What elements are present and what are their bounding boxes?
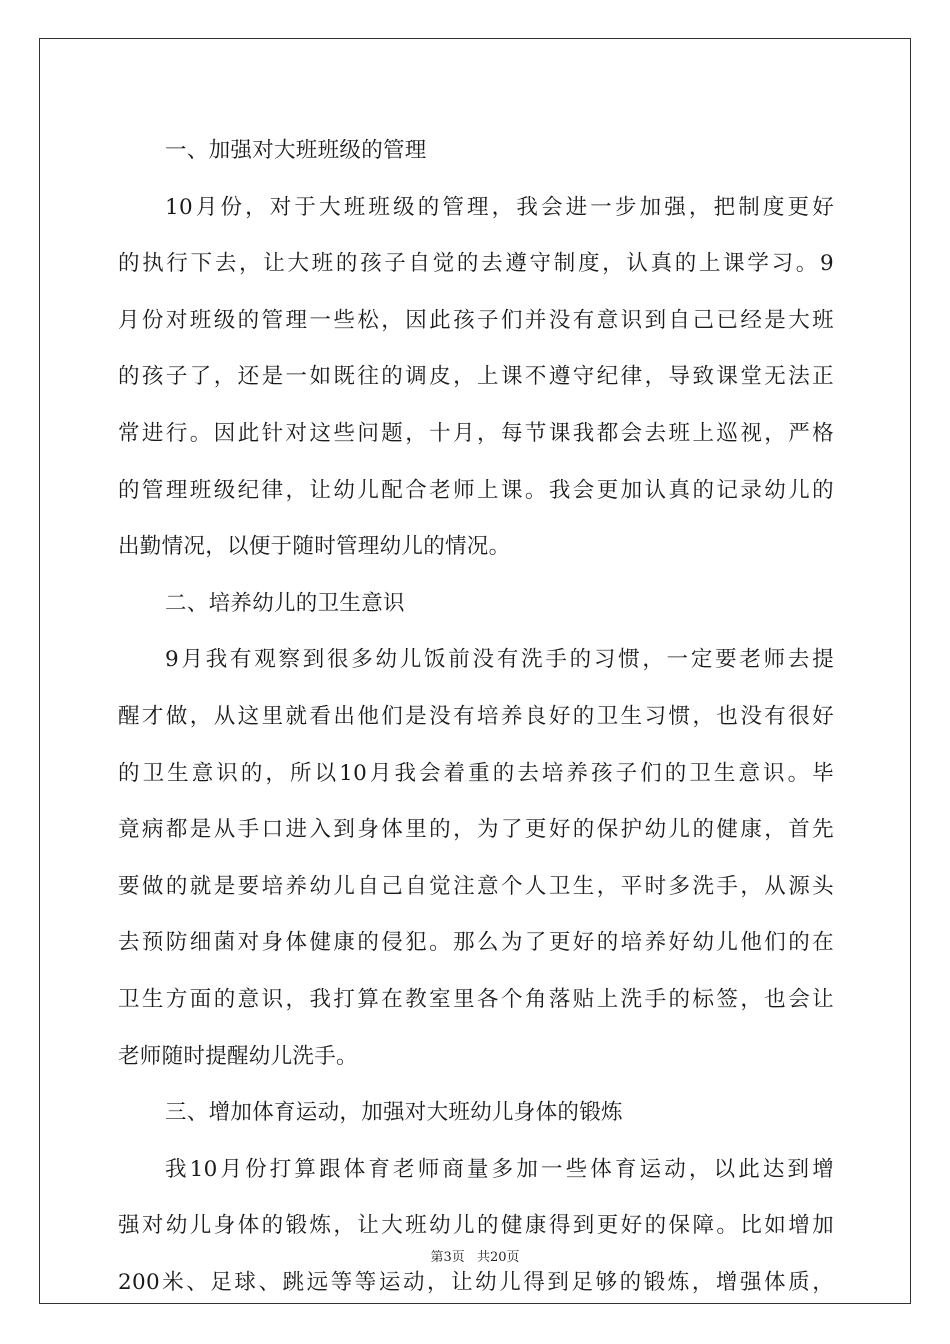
paragraph-line: 常进行。因此针对这些问题，十月，每节课我都会去班上巡视，严格	[118, 420, 834, 446]
paragraph-line: 的卫生意识的，所以10月我会着重的去培养孩子们的卫生意识。毕	[118, 760, 834, 786]
paragraph-line: 的管理班级纪律，让幼儿配合老师上课。我会更加认真的记录幼儿的	[118, 477, 834, 503]
paragraph-line: 9月我有观察到很多幼儿饭前没有洗手的习惯，一定要老师去提	[165, 647, 834, 673]
paragraph-line: 竟病都是从手口进入到身体里的，为了更好的保护幼儿的健康，首先	[118, 817, 834, 843]
paragraph-line: 醒才做，从这里就看出他们是没有培养良好的卫生习惯，也没有很好	[118, 703, 834, 729]
document-body	[118, 123, 834, 1311]
paragraph-line: 卫生方面的意识，我打算在教室里各个角落贴上洗手的标签，也会让	[118, 986, 834, 1012]
paragraph-line: 10月份，对于大班班级的管理，我会进一步加强，把制度更好	[165, 194, 834, 220]
paragraph-line: 强对幼儿身体的锻炼，让大班幼儿的健康得到更好的保障。比如增加	[118, 1213, 834, 1239]
section-heading: 三、增加体育运动，加强对大班幼儿身体的锻炼	[165, 1100, 623, 1126]
paragraph-line: 去预防细菌对身体健康的侵犯。那么为了更好的培养好幼儿他们的在	[118, 930, 834, 956]
total-pages: 共20页	[476, 1250, 520, 1265]
paragraph-line: 的执行下去，让大班的孩子自觉的去遵守制度，认真的上课学习。9	[118, 251, 834, 277]
section-heading: 二、培养幼儿的卫生意识	[165, 590, 405, 616]
paragraph-line: 200米、足球、跳远等等运动，让幼儿得到足够的锻炼，增强体质，	[118, 1269, 834, 1295]
page-number: 第3页	[430, 1250, 465, 1265]
page-footer	[0, 1246, 950, 1265]
paragraph-line: 要做的就是要培养幼儿自己自觉注意个人卫生，平时多洗手，从源头	[118, 873, 834, 899]
paragraph-line: 我10月份打算跟体育老师商量多加一些体育运动，以此达到增	[165, 1156, 834, 1182]
section-heading: 一、加强对大班班级的管理	[165, 138, 427, 163]
paragraph-line: 月份对班级的管理一些松，因此孩子们并没有意识到自己已经是大班	[118, 307, 834, 333]
paragraph-line: 的孩子了，还是一如既往的调皮，上课不遵守纪律，导致课堂无法正	[118, 364, 834, 390]
paragraph-line: 老师随时提醒幼儿洗手。	[118, 1043, 358, 1069]
paragraph-line: 出勤情况，以便于随时管理幼儿的情况。	[118, 534, 511, 560]
